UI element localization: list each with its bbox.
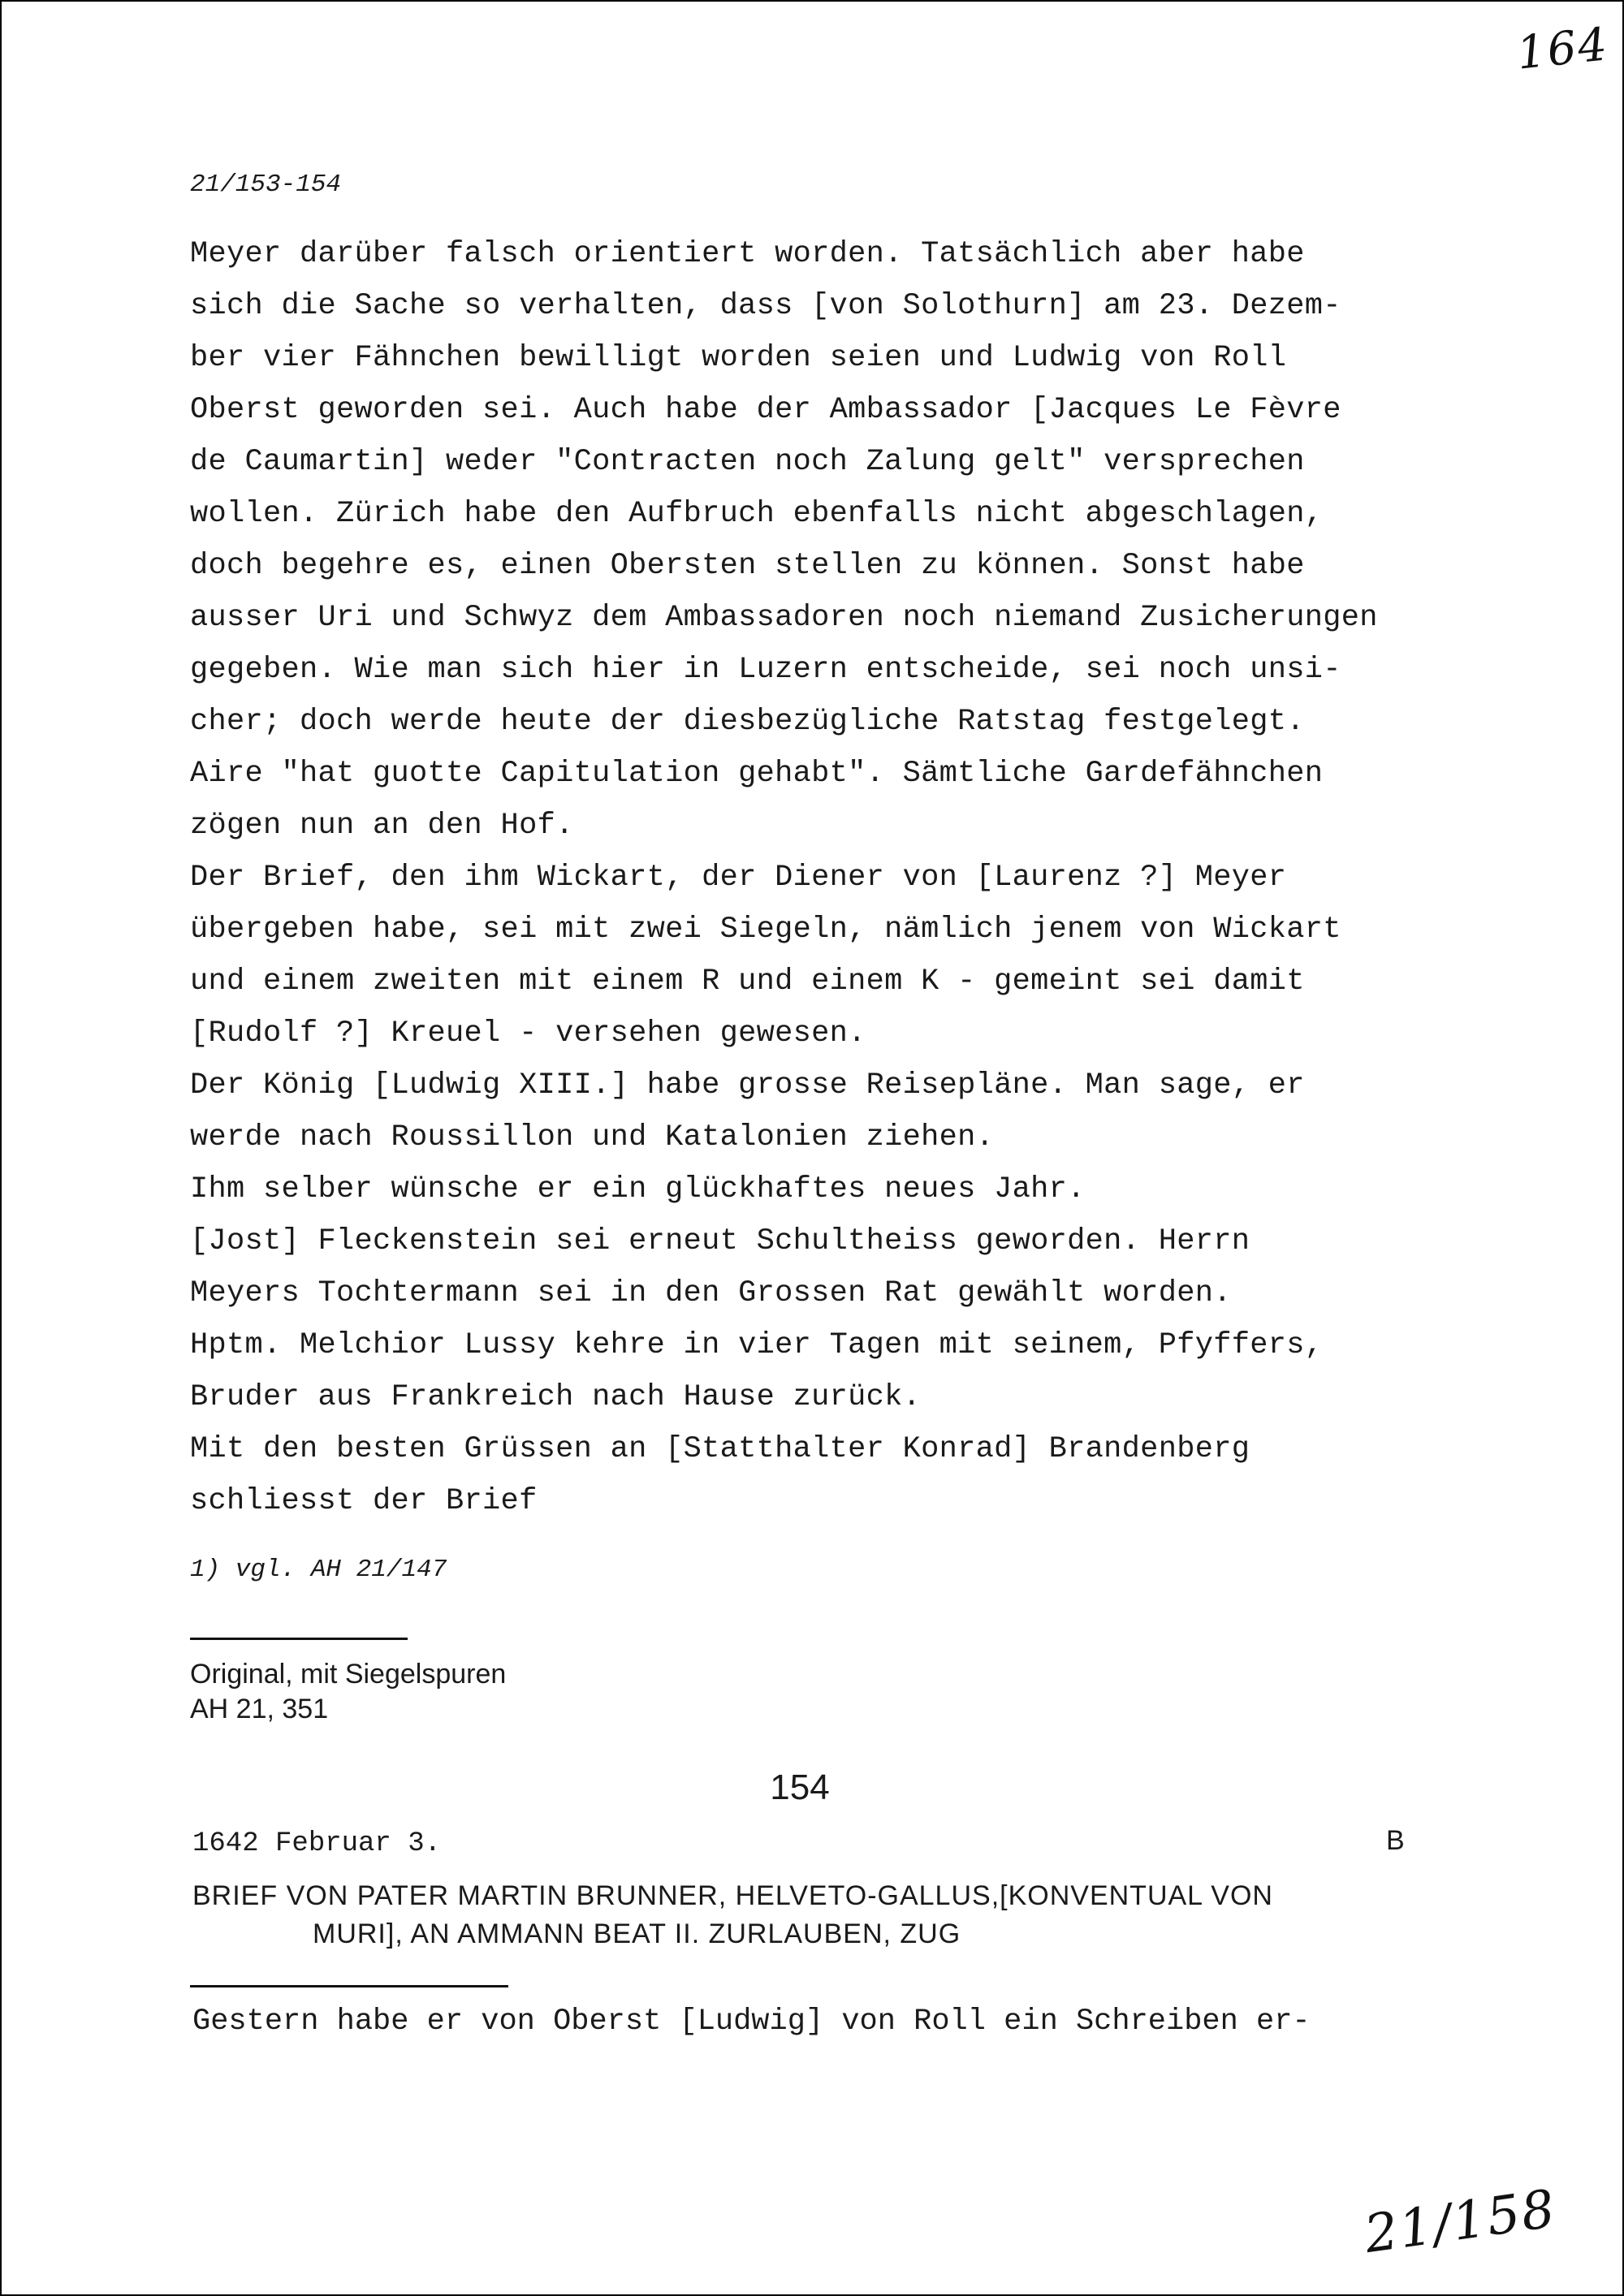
body-line: wollen. Zürich habe den Aufbruch ebenfalls nicht abgeschlagen, — [190, 497, 1324, 531]
letter-code: B — [1386, 1825, 1405, 1856]
body-line: Der Brief, den ihm Wickart, der Diener von [Laurenz ?] Meyer — [190, 861, 1287, 895]
document-heading — [192, 1877, 1273, 1953]
body-line: Mit den besten Grüssen an [Statthalter Konrad] Brandenberg — [190, 1432, 1250, 1466]
source-line: AH 21, 351 — [190, 1694, 329, 1724]
body-line: ausser Uri und Schwyz dem Ambassadoren noch niemand Zusicherungen — [190, 601, 1378, 635]
body-line: de Caumartin] weder "Contracten noch Zalung gelt" versprechen — [190, 445, 1305, 479]
heading-line: BRIEF VON PATER MARTIN BRUNNER, HELVETO-GALLUS,[KONVENTUAL VON — [192, 1880, 1273, 1911]
source-line: Original, mit Siegelspuren — [190, 1659, 507, 1690]
source-block — [190, 1657, 506, 1727]
handwritten-page-number: 164 — [1514, 18, 1611, 80]
body-line: Ihm selber wünsche er ein glückhaftes neues Jahr. — [190, 1172, 1086, 1206]
body-line: Meyer darüber falsch orientiert worden. Tatsächlich aber habe — [190, 237, 1305, 271]
body-line: zögen nun an den Hof. — [190, 809, 574, 843]
divider — [190, 1638, 408, 1640]
body-line: Der König [Ludwig XIII.] habe grosse Reisepläne. Man sage, er — [190, 1068, 1305, 1103]
body-line: Oberst geworden sei. Auch habe der Ambassador [Jacques Le Fèvre — [190, 393, 1341, 427]
body-line: Aire "hat guotte Capitulation gehabt". Sämtliche Gardefähnchen — [190, 757, 1324, 791]
date-line: 1642 Februar 3. — [192, 1828, 442, 1859]
body-line: Bruder aus Frankreich nach Hause zurück. — [190, 1380, 922, 1414]
document-number: 154 — [770, 1767, 830, 1807]
body-line: übergeben habe, sei mit zwei Siegeln, nämlich jenem von Wickart — [190, 913, 1341, 947]
body-text — [190, 228, 1489, 1527]
body-line: Meyers Tochtermann sei in den Grossen Rat gewählt worden. — [190, 1276, 1232, 1310]
footnote: 1) vgl. AH 21/147 — [190, 1556, 447, 1584]
body-line: Gestern habe er von Oberst [Ludwig] von Roll ein Schreiben er- — [192, 2005, 1311, 2039]
body-line: werde nach Roussillon und Katalonien ziehen. — [190, 1120, 995, 1154]
body-line: und einem zweiten mit einem R und einem K - gemeint sei damit — [190, 965, 1305, 999]
body-line: schliesst der Brief — [190, 1484, 538, 1518]
body-line: [Rudolf ?] Kreuel - versehen gewesen. — [190, 1016, 866, 1051]
body-line: Hptm. Melchior Lussy kehre in vier Tagen mit seinem, Pfyffers, — [190, 1328, 1324, 1362]
reference-line: 21/153-154 — [190, 170, 342, 199]
body-line: gegeben. Wie man sich hier in Luzern entscheide, sei noch unsi- — [190, 653, 1341, 687]
handwritten-archive-ref: 21/158 — [1361, 2178, 1561, 2266]
body-line: ber vier Fähnchen bewilligt worden seien und Ludwig von Roll — [190, 341, 1287, 375]
body-line: cher; doch werde heute der diesbezügliche Ratstag festgelegt. — [190, 705, 1305, 739]
heading-line: MURI], AN AMMANN BEAT II. ZURLAUBEN, ZUG — [313, 1918, 961, 1949]
body-line: doch begehre es, einen Obersten stellen zu können. Sonst habe — [190, 549, 1305, 583]
divider — [190, 1985, 508, 1987]
body-line: [Jost] Fleckenstein sei erneut Schultheiss geworden. Herrn — [190, 1224, 1250, 1258]
body-line: sich die Sache so verhalten, dass [von Solothurn] am 23. Dezem- — [190, 289, 1341, 323]
